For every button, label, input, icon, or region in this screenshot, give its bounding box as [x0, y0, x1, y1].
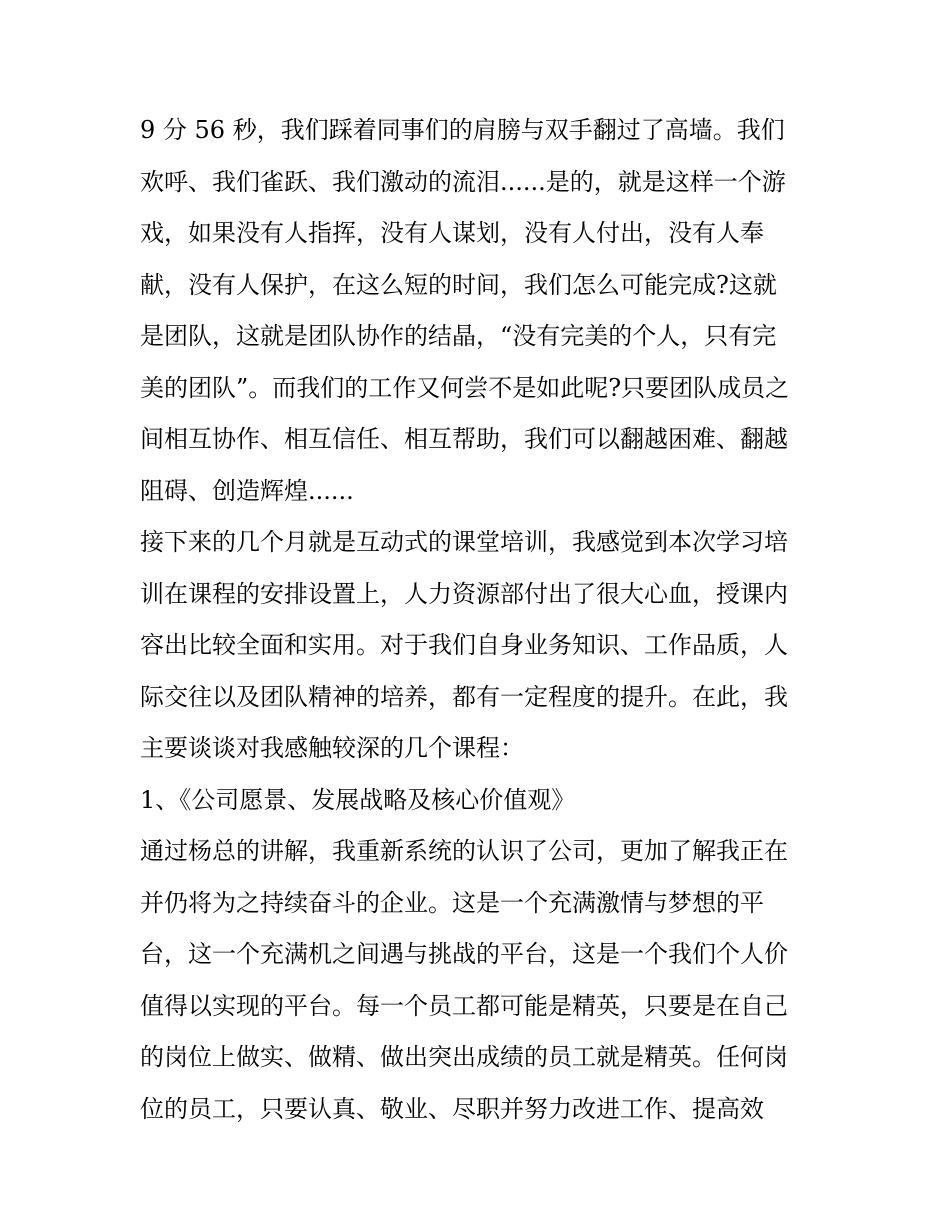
text-line: 并仍将为之持续奋斗的企业。这是一个充满激情与梦想的平	[140, 888, 764, 917]
text-line: 通过杨总的讲解，我重新系统的认识了公司，更加了解我正在	[140, 837, 788, 865]
text-line: 接下来的几个月就是互动式的课堂培训，我感觉到本次学习培	[140, 528, 788, 556]
text-line: 训在课程的安排设置上，人力资源部付出了很大心血，授课内	[140, 579, 788, 608]
text-line: 欢呼、我们雀跃、我们激动的流泪......是的，就是这样一个游	[140, 167, 786, 196]
text-line: 间相互协作、相互信任、相互帮助，我们可以翻越困难、翻越	[140, 425, 788, 453]
text-line: 际交往以及团队精神的培养，都有一定程度的提升。在此，我	[140, 682, 788, 711]
text-line: 献，没有人保护，在这么短的时间，我们怎么可能完成?这就	[140, 270, 777, 299]
body-text	[140, 105, 820, 1135]
text-line: 9 分 56 秒，我们踩着同事们的肩膀与双手翻过了高墙。我们	[140, 116, 785, 144]
text-line: 是团队，这就是团队协作的结晶，“没有完美的个人，只有完	[140, 322, 777, 350]
text-line: 主要谈谈对我感触较深的几个课程：	[140, 734, 524, 762]
text-line: 容出比较全面和实用。对于我们自身业务知识、工作品质，人	[140, 631, 788, 659]
text-line: 的岗位上做实、做精、做出突出成绩的员工就是精英。任何岗	[140, 1043, 788, 1071]
text-line: 台，这一个充满机之间遇与挑战的平台，这是一个我们个人价	[140, 940, 788, 968]
text-line: 值得以实现的平台。每一个员工都可能是精英，只要是在自己	[140, 991, 788, 1020]
section-heading: 1、《公司愿景、发展战略及核心价值观》	[140, 785, 576, 814]
text-line: 戏，如果没有人指挥，没有人谋划，没有人付出，没有人奉	[140, 219, 764, 247]
text-line: 美的团队”。而我们的工作又何尝不是如此呢?只要团队成员之	[140, 373, 790, 402]
text-line: 阻碍、创造辉煌......	[140, 476, 354, 505]
text-line: 位的员工，只要认真、敬业、尽职并努力改进工作、提高效	[140, 1094, 764, 1123]
